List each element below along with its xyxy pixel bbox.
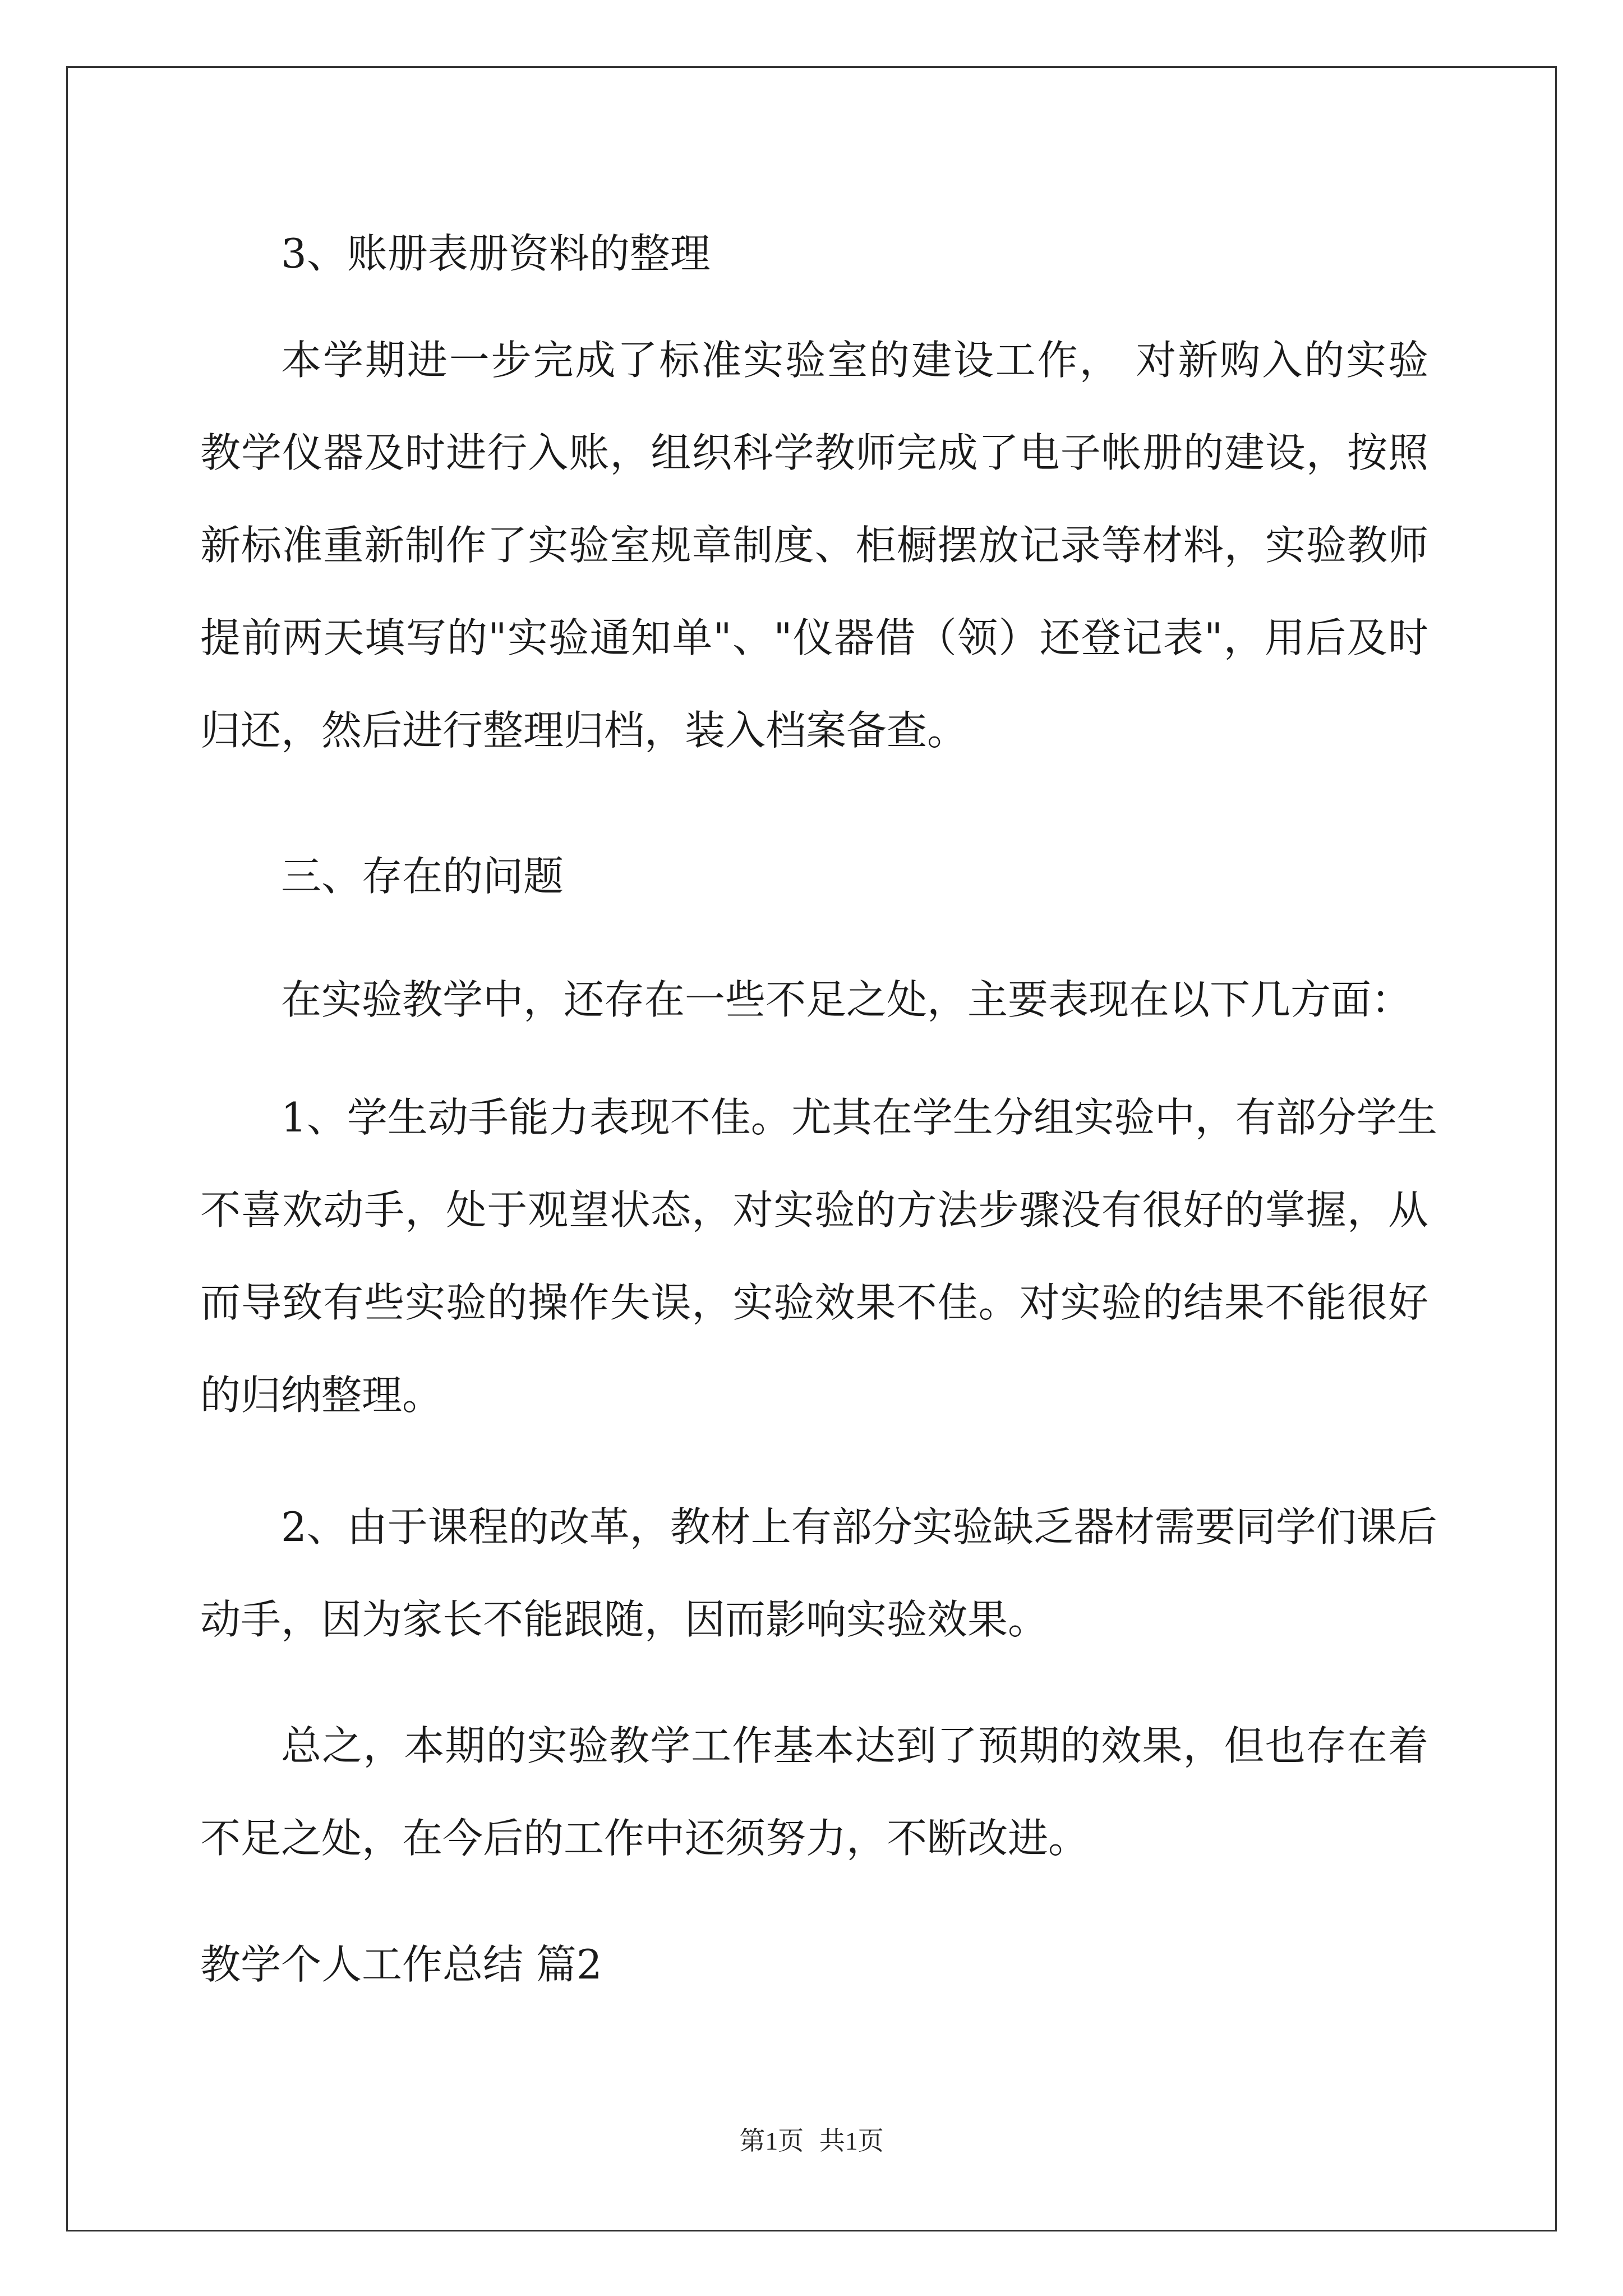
paragraph-student-skills <box>200 1071 1437 1442</box>
text-line: 不喜欢动手，处于观望状态，对实验的方法步骤没有很好的掌握，从 <box>200 1186 1428 1234</box>
section-heading-problems <box>200 830 1428 923</box>
paragraph-shortcomings-intro <box>200 954 1428 1046</box>
text-line: 1、学生动手能力表现不佳。尤其在学生分组实验中，有部分学生 <box>281 1094 1437 1141</box>
text-line: 不足之处，在今后的工作中还须努力，不断改进。 <box>200 1815 1089 1862</box>
paragraph-lab-construction <box>200 314 1428 777</box>
page-number: 第1页 <box>739 2127 804 2155</box>
text-line: 提前两天填写的"实验通知单"、"仪器借（领）还登记表"，用后及时 <box>200 614 1428 661</box>
text-line: 2、由于课程的改革，教材上有部分实验缺乏器材需要同学们课后 <box>281 1503 1437 1550</box>
paragraph-conclusion <box>200 1700 1428 1885</box>
text-line: 动手，因为家长不能跟随，因而影响实验效果。 <box>200 1596 1049 1643</box>
text-line: 3、账册表册资料的整理 <box>281 230 711 277</box>
page-total: 共1页 <box>819 2127 884 2155</box>
next-article-title <box>200 1918 1428 2011</box>
paragraph-curriculum-reform <box>200 1481 1437 1666</box>
text-line: 的归纳整理。 <box>200 1372 443 1419</box>
text-line: 三、存在的问题 <box>281 853 564 900</box>
page-footer <box>0 2120 1623 2157</box>
text-line: 教学仪器及时进行入账，组织科学教师完成了电子帐册的建设，按照 <box>200 429 1428 476</box>
text-line: 教学个人工作总结 篇2 <box>200 1941 602 1988</box>
text-line: 本学期进一步完成了标准实验室的建设工作， 对新购入的实验 <box>281 337 1428 384</box>
text-line: 在实验教学中，还存在一些不足之处，主要表现在以下几方面： <box>281 976 1412 1023</box>
text-line: 归还，然后进行整理归档，装入档案备查。 <box>200 707 968 754</box>
text-line: 新标准重新制作了实验室规章制度、柜橱摆放记录等材料，实验教师 <box>200 522 1428 569</box>
text-line: 而导致有些实验的操作失误，实验效果不佳。对实验的结果不能很好 <box>200 1279 1428 1326</box>
section-heading-ledger <box>200 208 1428 300</box>
text-line: 总之，本期的实验教学工作基本达到了预期的效果，但也存在着 <box>281 1722 1428 1769</box>
